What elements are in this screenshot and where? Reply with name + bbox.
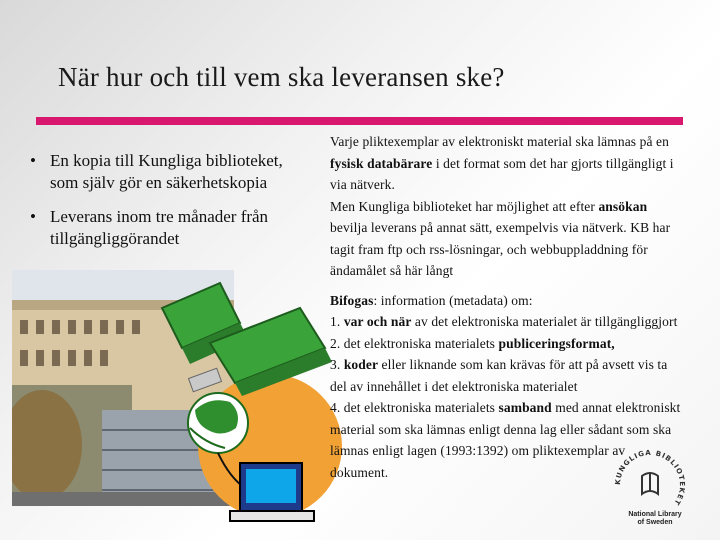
bullet-marker: •	[30, 151, 36, 170]
bullet-text: En kopia till Kungliga biblioteket, som själv gör en säkerhetskopia	[50, 151, 283, 192]
list-item	[330, 354, 682, 397]
list-item	[330, 311, 682, 333]
title-divider	[36, 117, 683, 125]
bullet-item	[30, 150, 315, 194]
text-span: eller liknande som kan krävas för att på avsett vis ta del av innehållet i det elektroniska materialet	[330, 357, 668, 394]
bold-span: publiceringsformat,	[498, 335, 615, 351]
bullet-item	[30, 206, 315, 250]
bold-span: samband	[498, 400, 552, 415]
slide-title: När hur och till vem ska leveransen ske?	[58, 62, 505, 92]
bold-span: Bifogas	[330, 292, 374, 308]
paragraph	[330, 131, 682, 196]
text-span: Varje pliktexemplar av elektroniskt material ska lämnas på en	[330, 134, 669, 149]
text-span: 4. det elektroniska materialets	[330, 400, 499, 415]
text-span: bevilja leverans på annat sätt, exempelvis via nätverk. KB har tagit fram ftp och rss-lösningar, och webbuppladdning för ändamålet så här långt	[330, 220, 671, 278]
text-span: : information (metadata) om:	[373, 292, 533, 308]
bold-span: fysisk databärare	[330, 155, 433, 171]
logo-ring-text: KUNGLIGA BIBLIOTEKET	[613, 448, 687, 508]
text-span: Men Kungliga biblioteket har möjlighet att efter	[330, 198, 599, 214]
text-span: av det elektroniska materialet är tillgängliggjort	[411, 314, 678, 329]
paragraph	[330, 290, 682, 312]
list-item	[330, 333, 682, 355]
text-span: med annat elektroniskt material som ska lämnas enligt denna lag eller sådant som ska lämnas enligt lagen (1993:1392) om pliktexemplar av dokument.	[330, 400, 681, 480]
computer-icon	[230, 463, 314, 521]
bullet-marker: •	[30, 207, 36, 226]
text-span: 3.	[330, 357, 344, 372]
bold-span: koder	[343, 357, 379, 372]
bold-span: var och när	[343, 314, 412, 329]
body-text	[330, 131, 682, 483]
bullet-list	[30, 150, 315, 262]
paragraph	[330, 196, 682, 282]
kb-logo-name	[615, 511, 695, 527]
text-span: 2. det elektroniska materialets	[330, 335, 499, 351]
text-span: i det format som det har gjorts tillgängligt i via nätverk.	[330, 155, 674, 192]
bold-span: ansökan	[598, 198, 648, 214]
logo-name-line: of Sweden	[637, 519, 673, 526]
bullet-text: Leverans inom tre månader från tillgängliggörandet	[50, 207, 269, 248]
logo-name-line: National Library	[628, 511, 682, 518]
globe-icon	[188, 393, 248, 453]
text-span: 1.	[330, 314, 344, 329]
